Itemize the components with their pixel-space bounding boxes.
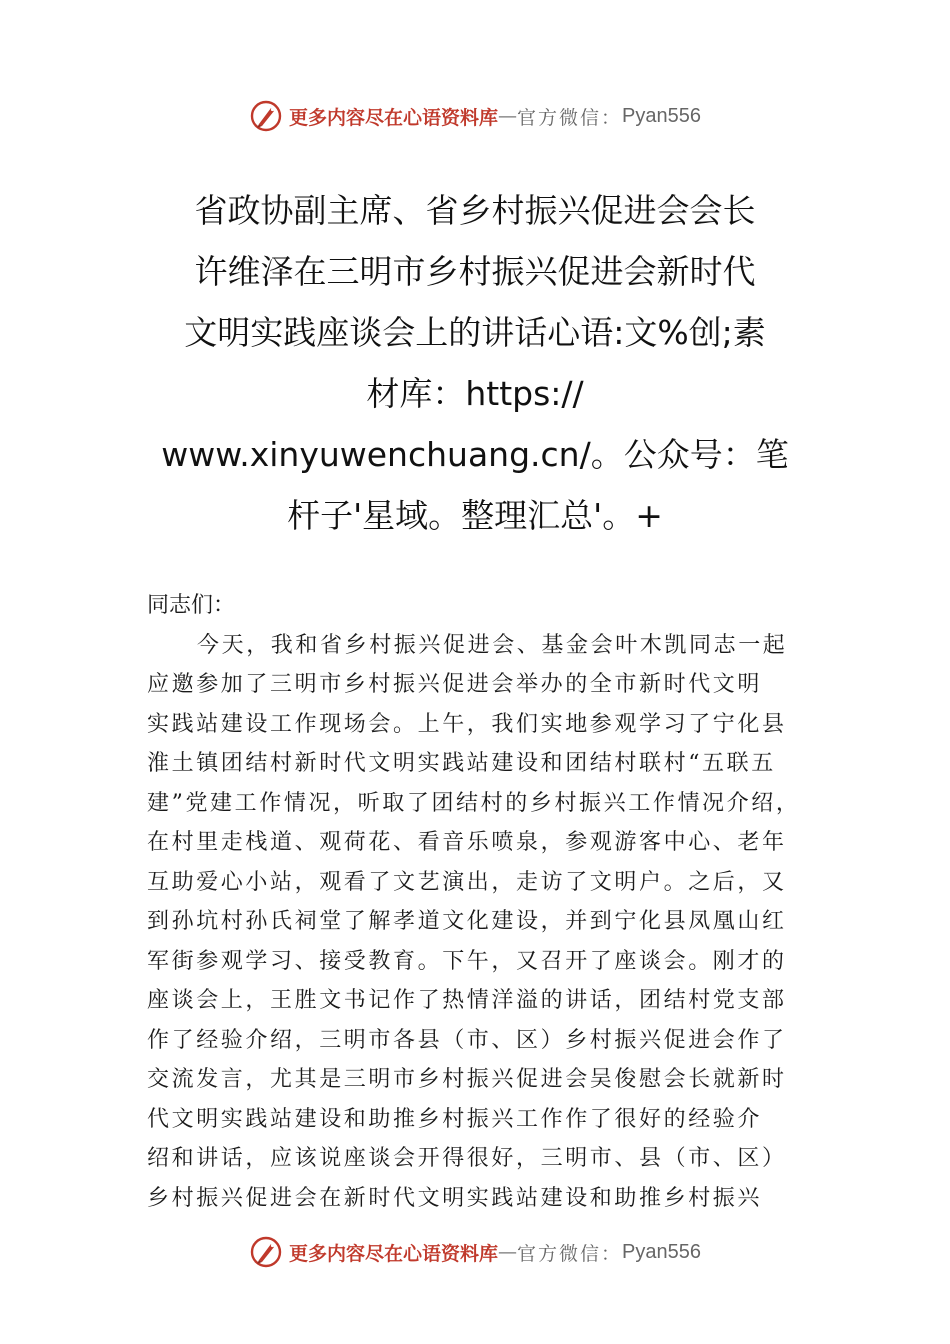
paragraph-line: 在村里走栈道、观荷花、看音乐喷泉，参观游客中心、老年 — [147, 830, 787, 855]
banner-wechat-id: Pyan556 — [622, 1240, 701, 1263]
paragraph-line: 作了经验介绍，三明市各县（市、区）乡村振兴促进会作了 — [147, 1027, 787, 1053]
banner-brand-text: 更多内容尽在心语资料库 — [289, 106, 499, 129]
document-body — [147, 586, 807, 1218]
banner-wechat-label: 官方微信： — [517, 1242, 623, 1265]
paragraph-line: 乡村振兴促进会在新时代文明实践站建设和助推乡村振兴 — [147, 1185, 763, 1211]
paragraph-line: 应邀参加了三明市乡村振兴促进会举办的全市新时代文明 — [147, 672, 763, 697]
salutation: 同志们： — [147, 593, 236, 618]
pen-nib-logo-icon — [249, 1235, 283, 1269]
title-line: 材库：https:// — [366, 374, 584, 413]
title-line: 省政协副主席、省乡村振兴促进会会长 — [194, 191, 756, 230]
banner-dash: — — [498, 1241, 518, 1263]
header-banner — [0, 96, 950, 136]
paragraph-line: 互助爱心小站，观看了文艺演出，走访了文明户。之后，又 — [147, 869, 787, 895]
paragraph-line: 绍和讲话，应该说座谈会开得很好，三明市、县（市、区） — [147, 1146, 787, 1171]
paragraph-line: 座谈会上，王胜文书记作了热情洋溢的讲话，团结村党支部 — [147, 988, 787, 1013]
paragraph-line: 到孙坑村孙氏祠堂了解孝道文化建设，并到宁化县凤凰山红 — [147, 909, 787, 934]
banner-brand-text: 更多内容尽在心语资料库 — [289, 1242, 499, 1265]
banner-wechat-id: Pyan556 — [622, 104, 701, 127]
banner-wechat-label: 官方微信： — [517, 106, 623, 129]
title-line: 文明实践座谈会上的讲话心语:文%创;素 — [184, 313, 766, 352]
title-line: www.xinyuwenchuang.cn/。公众号：笔 — [161, 435, 789, 474]
document-title — [150, 180, 800, 546]
paragraph-line: 淮土镇团结村新时代文明实践站建设和团结村联村“五联五 — [147, 751, 776, 776]
paragraph-line: 实践站建设工作现场会。上午，我们实地参观学习了宁化县 — [147, 711, 787, 737]
pen-nib-logo-icon — [249, 99, 283, 133]
paragraph-line: 交流发言，尤其是三明市乡村振兴促进会吴俊慰会长就新时 — [147, 1067, 787, 1092]
paragraph-line: 代文明实践站建设和助推乡村振兴工作作了很好的经验介 — [147, 1106, 763, 1132]
paragraph-line: 今天，我和省乡村振兴促进会、基金会叶木凯同志一起 — [197, 632, 788, 658]
paragraph-line: 军街参观学习、接受教育。下午，又召开了座谈会。刚才的 — [147, 948, 787, 974]
footer-banner — [0, 1232, 950, 1272]
title-line: 许维泽在三明市乡村振兴促进会新时代 — [194, 252, 756, 291]
title-line: 杆子'星域。整理汇总'。+ — [287, 496, 663, 535]
paragraph-line: 建”党建工作情况，听取了团结村的乡村振兴工作情况介绍， — [147, 790, 801, 816]
banner-dash: — — [498, 105, 518, 127]
